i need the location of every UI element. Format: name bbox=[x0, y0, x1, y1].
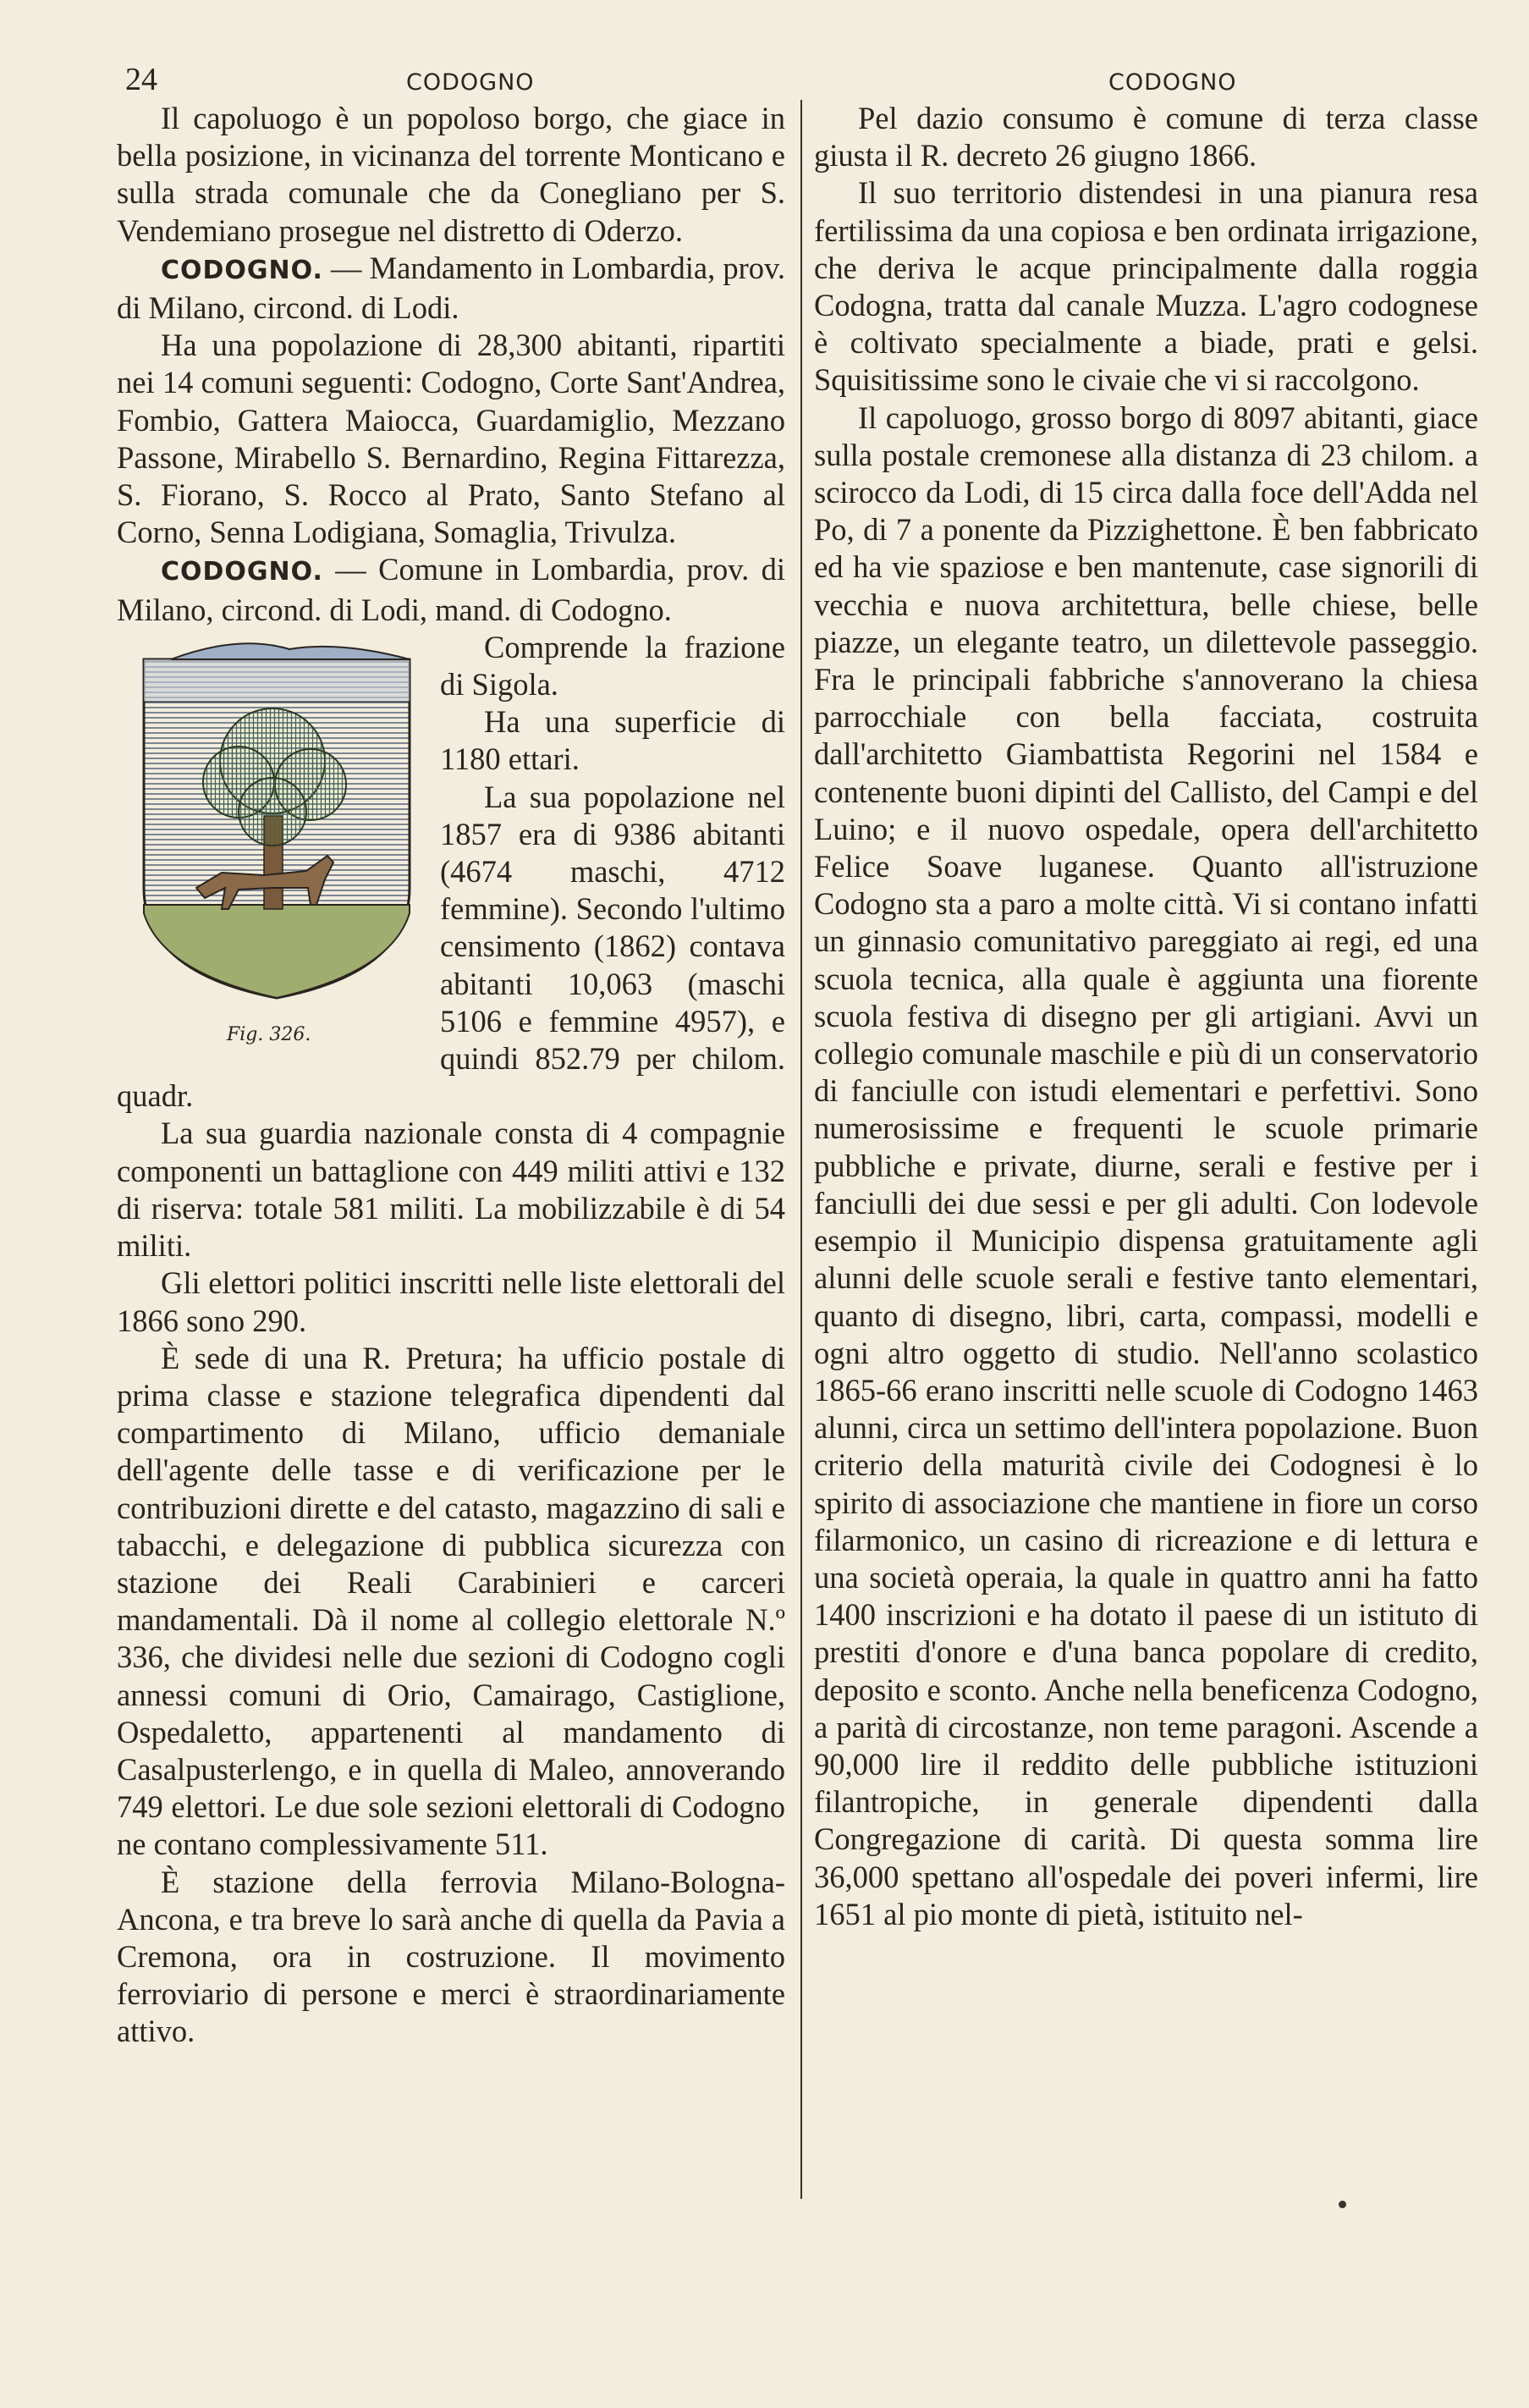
paragraph: Il capoluogo è un popoloso borgo, che giace in bella posizione, in vicinanza del torrente Monticano e sulla strada comunale che da Conegliano per S. Vendemiano prosegue nel distretto di Oderzo. bbox=[117, 101, 785, 248]
paragraph: È stazione della ferrovia Milano-Bologna-Ancona, e tra breve lo sarà anche di quella da Pavia a Cremona, ora in costruzione. Il movimento ferroviario di persone e merci è straordinariamente attivo. bbox=[117, 1864, 785, 2049]
entry-heading: CODOGNO. bbox=[161, 557, 323, 587]
print-mark bbox=[1339, 2201, 1346, 2208]
column-divider bbox=[800, 100, 802, 2199]
paragraph: Gli elettori politici inscritti nelle liste elettorali del 1866 sono 290. bbox=[117, 1265, 785, 1338]
running-head-right: CODOGNO bbox=[1108, 69, 1237, 96]
right-column bbox=[814, 100, 1478, 1933]
running-head-left: CODOGNO bbox=[406, 69, 535, 96]
paragraph: È sede di una R. Pretura; ha ufficio postale di prima classe e stazione telegrafica dipendenti dal compartimento di Milano, ufficio demaniale dell'agente delle tasse e di verificazione per le contribuzioni dirette e del catasto, magazzino di sali e tabacchi, e delegazione di pubblica sicurezza con stazione dei Reali Carabinieri e carceri mandamentali. Dà il nome al collegio elettorale N.º 336, che dividesi nelle due sezioni di Codogno cogli annessi comuni di Orio, Camairago, Castiglione, Ospedaletto, appartenenti al mandamento di Casalpusterlengo, e in quella di Maleo, annoverando 749 elettori. Le due sole sezioni elettorali di Codogno ne contano complessivamente 511. bbox=[117, 1340, 785, 1862]
coat-of-arms-figure bbox=[117, 629, 430, 1073]
entry-comune bbox=[117, 551, 785, 628]
entry-text: — Comune in Lombardia, prov. di Milano, circond. di Lodi, mand. di Codogno. bbox=[117, 552, 785, 627]
entry-mandamento bbox=[117, 250, 785, 327]
coat-of-arms-illustration bbox=[137, 634, 416, 1006]
figure-caption: Fig. 326. bbox=[227, 1023, 311, 1045]
paragraph: La sua guardia nazionale consta di 4 compagnie componenti un battaglione con 449 militi attivi e 132 di riserva: totale 581 militi. La mobilizzabile è di 54 militi. bbox=[117, 1116, 785, 1264]
paragraph: La sua popolazione nel 1857 era di 9386 abitanti (4674 maschi, 4712 femmine). Secondo l'ultimo censimento (1862) contava abitanti 10,063 (maschi 5106 e femmine 4957), e quindi 852.79 per chilom. quadr. bbox=[117, 779, 785, 1114]
paragraph: Pel dazio consumo è comune di terza classe giusta il R. decreto 26 giugno 1866. bbox=[814, 101, 1478, 174]
entry-text: — Mandamento in Lombardia, prov. di Milano, circond. di Lodi. bbox=[117, 250, 785, 326]
paragraph: Ha una popolazione di 28,300 abitanti, ripartiti nei 14 comuni seguenti: Codogno, Corte Sant'Andrea, Fombio, Gattera Maiocca, Guardamiglio, Mezzano Passone, Mirabello S. Bernardino, Regina Fittarezza, S. Fiorano, S. Rocco al Prato, Santo Stefano al Corno, Senna Lodigiana, Somaglia, Trivulza. bbox=[117, 328, 785, 550]
entry-heading: CODOGNO. bbox=[161, 255, 323, 285]
page-number: 24 bbox=[125, 62, 157, 97]
left-column bbox=[117, 100, 785, 2051]
paragraph: Il capoluogo, grosso borgo di 8097 abitanti, giace sulla postale cremonese alla distanza di 23 chilom. a scirocco da Lodi, di 15 circa dalla foce dell'Adda nel Po, di 7 a ponente da Pizzighettone. È ben fabbricato ed ha vie spaziose e ben mantenute, case signorili di vecchia e nuova architettura, belle chiese, belle piazze, un elegante teatro, un dilettevole passeggio. Fra le principali fabbriche s'annoverano la chiesa parrocchiale con bella facciata, costruita dall'architetto Giambattista Regorini nel 1584 e contenente buoni dipinti del Callisto, del Campi e del Luino; e il nuovo ospedale, opera dell'architetto Felice Soave luganese. Quanto all'istruzione Codogno sta a paro a molte città. Vi si contano infatti un ginnasio comunitativo pareggiato ai regi, ed una scuola tecnica, alla quale è aggiunta una fiorente scuola festiva di disegno per gli artigiani. Avvi un collegio comunale maschile e più di un conservatorio di fanciulle con istudi elementari e perfettivi. Sono numerosissime e frequenti le scuole primarie pubbliche e private, diurne, serali e festive per i fanciulli dei due sessi e per gli adulti. Con lodevole esempio il Municipio dispensa gratuitamente agli alunni delle scuole serali e festive tanto elementari, quanto di disegno, libri, carta, compassi, modelli e ogni altro oggetto di studio. Nell'anno scolastico 1865-66 erano inscritti nelle scuole di Codogno 1463 alunni, circa un settimo dell'intera popolazione. Buon criterio della maturità civile dei Codognesi è lo spirito di associazione che mantiene in fiore un corso filarmonico, un casino di ricreazione e di lettura e una società operaia, la quale in quattro anni ha fatto 1400 inscrizioni e ha dotato il paese di un istituto di prestiti d'onore e d'una banca popolare di credito, deposito e sconto. Anche nella beneficenza Codogno, a parità di circostanze, non teme paragoni. Ascende a 90,000 lire il reddito delle pubbliche istituzioni filantropiche, in generale dipendenti dalla Congregazione di carità. Di questa somma lire 36,000 spettano all'ospedale dei poveri infermi, lire 1651 al pio monte di pietà, istituito nel- bbox=[814, 399, 1478, 1931]
paragraph: Ha una superficie di 1180 ettari. bbox=[440, 704, 785, 777]
paragraph: Comprende la frazione di Sigola. bbox=[440, 629, 785, 703]
paragraph: Il suo territorio distendesi in una pianura resa fertilissima da una copiosa e ben ordinata irrigazione, che deriva le acque principalmente dalla roggia Codogna, tratta dal canale Muzza. L'agro codognese è coltivato specialmente a biade, prati e gelsi. Squisitissime sono le civaie che vi si raccolgono. bbox=[814, 175, 1478, 398]
